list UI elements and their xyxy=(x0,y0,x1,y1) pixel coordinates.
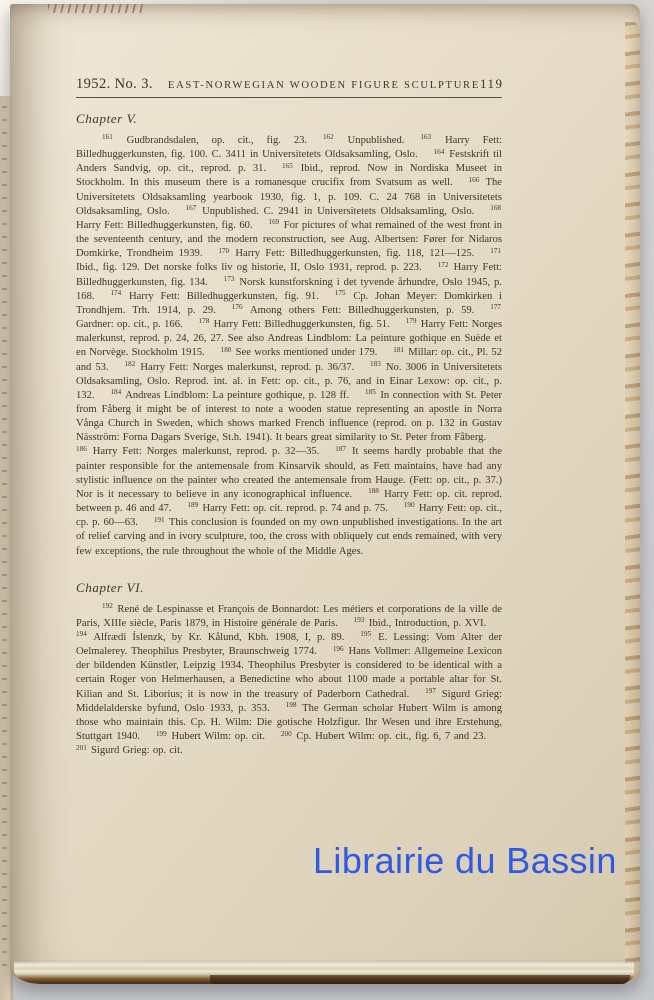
footnote-number: 193 xyxy=(353,616,365,625)
footnote-number: 176 xyxy=(231,303,243,312)
running-title: EAST-NORWEGIAN WOODEN FIGURE SCULPTURE xyxy=(167,80,480,91)
footnote-number: 187 xyxy=(335,444,346,453)
footnote-number: 179 xyxy=(405,317,417,326)
footnote-number: 182 xyxy=(124,359,136,368)
footnote-number: 169 xyxy=(268,218,280,227)
page-text-column xyxy=(76,76,502,758)
footnote-number: 184 xyxy=(110,388,122,397)
footnote-number: 185 xyxy=(365,388,376,397)
footnotes-paragraph: $^{161}$ Gudbrandsdalen, op. cit., fig. 23. $^{162}$ Unpublished. $^{163}$ Harry Fett: Billedhuggerkunsten, fig. 100. C. 3411 in Universitetets Oldsaksamling, Oslo. $^{164}$ Festskrift til Anders Sandvig, op. cit., reprod. p. 31. $^{165}$ Ibid., reprod. Now in Nordiska Museet in Stockholm. In this museum there is a romanesque crucifix from Svatsum as well. $^{166}$ The Universitetets Oldsaksamling yearbook 1930, fig. 1, p. 109. C. 24 768 in Universitetets Oldsaksamling, Oslo. $^{167}$ Unpublished. C. 2941 in Universitetets Oldsaksamling, Oslo. $^{168}$ Harry Fett: Billedhuggerkunsten, fig. 60. $^{169}$ For pictures of what remained of the west front in the seventeenth century, and the modern reconstruction, see Aug. Albertsen: Fører for Nidaros Domkirke, Trondheim 1939. $^{170}$ Harry Fett: Billedhuggerkunsten, fig. 118, 121—125. $^{171}$ Ibid., fig. 129. Det norske folks liv og historie, II, Oslo 1931, reprod. p. 223. $^{172}$ Harry Fett: Billedhuggerkunsten, fig. 134. $^{173}$ Norsk kunstforskning i det tyvende århundre, Oslo 1945, p. 168. $^{174}$ Harry Fett: Billedhuggerkunsten, fig. 91. $^{175}$ Cp. Johan Meyer: Domkirken i Trondhjem. Trh. 1914, p. 29. $^{176}$ Among others Fett: Billedhuggerkunsten, p. 59. $^{177}$ Gardner: op. cit., p. 166. $^{178}$ Harry Fett: Billedhuggerkunsten, fig. 51. $^{179}$ Harry Fett: Norges malerkunst, reprod. p. 24, 26, 27. See also Andreas Lindblom: La peinture gothique en Suède et en Norvège. Stockholm 1915. $^{180}$ See works mentioned under 179. $^{181}$ Millar: op. cit., Pl. 52 and 53. $^{182}$ Harry Fett: Norges malerkunst, reprod. p. 36/37. $^{183}$ No. 3006 in Universitetets Oldsaksamling, Oslo. Reprod. int. al. in Fett: op. cit., p. 76, and in Einar Lexow: op. cit., p. 132. $^{184}$ Andreas Lindblom: La peinture gothique, p. 128 ff. $^{185}$ In connection with St. Peter from Fåberg it might be of interest to note a wooden statue representing an apostle in Norra Vånga Church in Sweden, which shows marked French influence (reprod. on p. 132 in Gustav Näsström: Forna Dagars Sverige, St.h. 1941). It bears great similarity to St. Peter from Fåberg. $^{186}$ Harry Fett: Norges malerkunst, reprod. p. 32—35. $^{187}$ It seems hardly probable that the painter responsible for the antemensale from Kinsarvik should, as Fett maintains, have had any stylistic influence on the painter who created the antemensale from Hauge. (Fett: op. cit., p. 37.) Nor is it necessary to believe in any iconographical influence. $^{188}$ Harry Fett: op. cit. reprod. between p. 46 and 47. $^{189}$ Harry Fett: op. cit. reprod. p. 74 and p. 75. $^{190}$ Harry Fett: op. cit., cp. p. 60—63. $^{191}$ This conclusion is founded on my own unpublished investigations. In the art of relief carving and in ivory sculpture, too, the cross with obliquely cut ends remained, with very few exceptions, the rule throughout the whole of the Middle Ages. xyxy=(76,133,503,557)
bottom-cover-rim xyxy=(210,975,630,984)
footnote-number: 198 xyxy=(285,701,297,710)
footnote-number: 195 xyxy=(360,630,372,639)
fore-edge xyxy=(625,22,640,970)
binding-stitches xyxy=(48,4,146,13)
footnote-number: 165 xyxy=(282,161,293,170)
footnote-number: 172 xyxy=(437,260,449,269)
footnote-number: 177 xyxy=(490,303,502,312)
footnote-number: 168 xyxy=(490,204,501,213)
footnote-number: 192 xyxy=(102,602,113,611)
footnote-number: 167 xyxy=(185,204,197,213)
footnote-number: 170 xyxy=(218,246,230,255)
footnotes-paragraph: $^{192}$ René de Lespinasse et François de Bonnardot: Les métiers et corporations de la ville de Paris, XIIIe siècle, Paris 1879, in Histoire générale de Paris. $^{193}$ Ibid., Introduction, p. XVI. $^{194}$ Alfrædi Íslenzk, by Kr. Kålund, Kbh. 1908, I, p. 89. $^{195}$ E. Lessing: Vom Alter der Oelmalerey. Theophilus Presbyter, Braunschweig 1774. $^{196}$ Hans Vollmer: Allgemeine Lexicon der bildenden Künstler, Leipzig 1934. Theophilus Presbyter is considered to be identical with a certain Roger von Helmerhausen, a Benedictine who about 1100 made a portable altar for St. Kilian and St. Liborius; it is now in the treasury of Paderborn Cathedral. $^{197}$ Sigurd Grieg: Middelalderske byfund, Oslo 1933, p. 353. $^{198}$ The German scholar Hubert Wilm is among those who maintain this. Cp. H. Wilm: Die gotische Holzfigur. Ihr Wesen und ihre Erstehung, Stuttgart 1940. $^{199}$ Hubert Wilm: op. cit. $^{200}$ Cp. Hubert Wilm: op. cit., fig. 6, 7 and 23. $^{201}$ Sigurd Grieg: op. cit. xyxy=(76,602,502,757)
running-header xyxy=(76,76,502,93)
book-page xyxy=(10,4,640,984)
footnote-number: 200 xyxy=(280,729,292,738)
footnote-number: 173 xyxy=(223,274,235,283)
chapter-heading: Chapter VI. xyxy=(76,579,144,595)
chapter-heading: Chapter V. xyxy=(76,111,138,126)
footnote-number: 174 xyxy=(110,289,122,298)
footnote-number: 181 xyxy=(393,345,404,354)
footnote-number: 180 xyxy=(220,345,232,354)
page-number: 119 xyxy=(480,76,504,91)
footnote-number: 194 xyxy=(76,630,87,639)
footnote-number: 186 xyxy=(76,444,87,453)
footnote-number: 196 xyxy=(332,644,344,653)
header-rule xyxy=(76,97,502,98)
footnote-number: 164 xyxy=(433,147,445,156)
footnote-number: 161 xyxy=(102,133,113,142)
footnote-number: 199 xyxy=(155,729,167,738)
facing-page-text-marks xyxy=(2,106,7,974)
footnote-number: 197 xyxy=(425,687,436,696)
footnote-number: 171 xyxy=(490,246,501,255)
footnote-number: 175 xyxy=(334,289,346,298)
footnote-number: 189 xyxy=(187,501,199,510)
footnote-number: 201 xyxy=(76,743,87,752)
journal-issue: 1952. No. 3. xyxy=(76,76,153,92)
footnote-number: 191 xyxy=(153,515,165,524)
footnote-number: 162 xyxy=(322,133,334,142)
footnote-number: 188 xyxy=(368,487,379,496)
footnote-number: 183 xyxy=(370,359,381,368)
footnote-number: 163 xyxy=(420,133,432,142)
footnote-number: 166 xyxy=(468,175,480,184)
footnote-number: 178 xyxy=(198,317,210,326)
watermark: Librairie du Bassin xyxy=(313,840,617,881)
sections xyxy=(76,111,502,758)
footnote-number: 190 xyxy=(403,501,415,510)
